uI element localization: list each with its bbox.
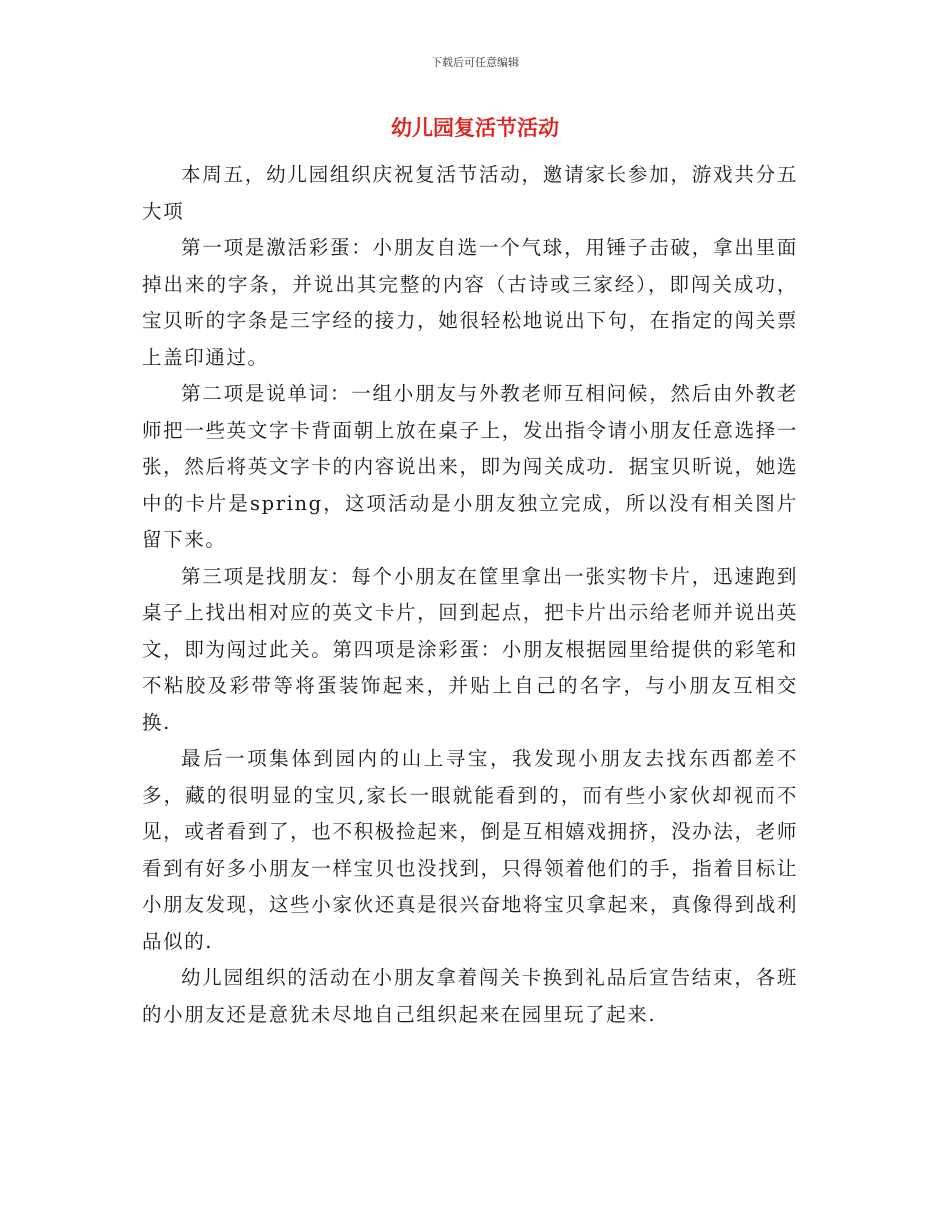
document-body	[142, 157, 798, 1033]
paragraph-item-3-4: 第三项是找朋友：每个小朋友在筐里拿出一张实物卡片，迅速跑到桌子上找出相对应的英文卡片，回到起点，把卡片出示给老师并说出英文，即为闯过此关。第四项是涂彩蛋：小朋友根据园里给提供的彩笔和不粘胶及彩带等将蛋装饰起来，并贴上自己的名字，与小朋友互相交换.	[142, 564, 798, 734]
paragraph-final-item: 最后一项集体到园内的山上寻宝，我发现小朋友去找东西都差不多，藏的很明显的宝贝,家长一眼就能看到的，而有些小家伙却视而不见，或者看到了，也不积极捡起来，倒是互相嬉戏拥挤，没办法，老师看到有好多小朋友一样宝贝也没找到，只得领着他们的手，指着目标让小朋友发现，这些小家伙还真是很兴奋地将宝贝拿起来，真像得到战利品似的.	[142, 747, 798, 953]
paragraph-item-1: 第一项是激活彩蛋：小朋友自选一个气球，用锤子击破，拿出里面掉出来的字条，并说出其完整的内容（古诗或三家经），即闯关成功，宝贝昕的字条是三字经的接力，她很轻松地说出下句，在指定的闯关票上盖印通过。	[142, 236, 798, 369]
document-title: 幼儿园复活节活动	[391, 116, 559, 140]
paragraph-intro: 本周五，幼儿园组织庆祝复活节活动，邀请家长参加，游戏共分五大项	[142, 163, 798, 223]
header-note: 下载后可任意编辑	[431, 56, 519, 69]
paragraph-item-2: 第二项是说单词：一组小朋友与外教老师互相问候，然后由外教老师把一些英文字卡背面朝上放在桌子上，发出指令请小朋友任意选择一张，然后将英文字卡的内容说出来，即为闯关成功．据宝贝昕说，她选中的卡片是spring，这项活动是小朋友独立完成，所以没有相关图片留下来。	[142, 382, 798, 551]
paragraph-conclusion: 幼儿园组织的活动在小朋友拿着闯关卡换到礼品后宣告结束，各班的小朋友还是意犹未尽地自己组织起来在园里玩了起来.	[142, 966, 798, 1026]
